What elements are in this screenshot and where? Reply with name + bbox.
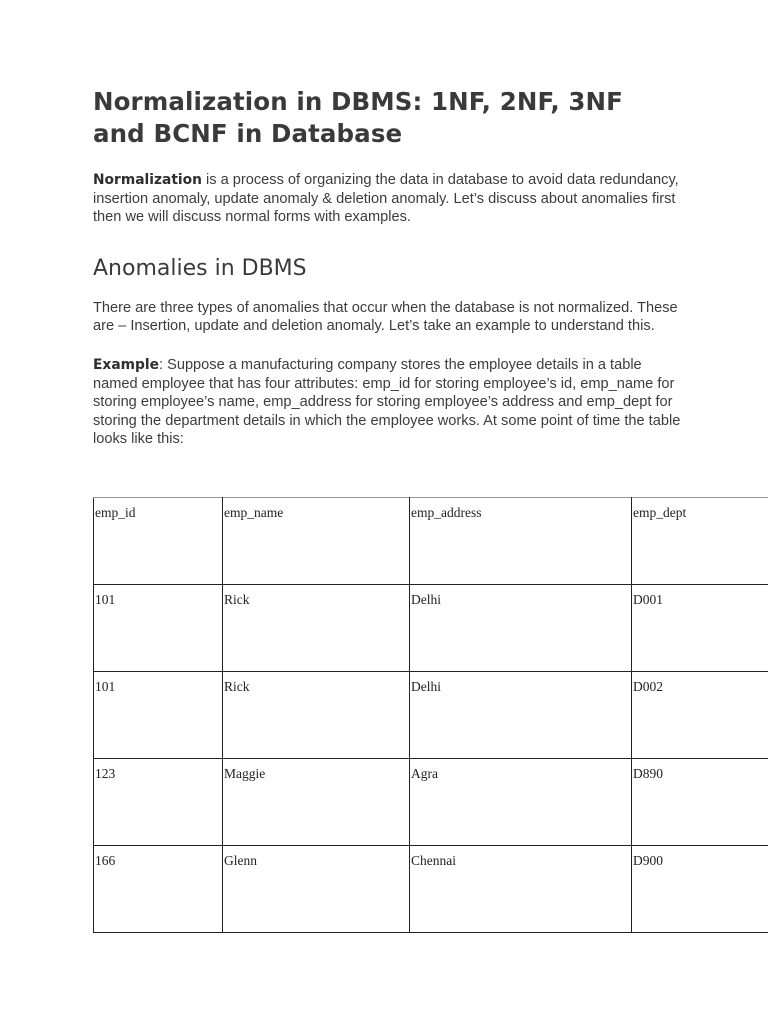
example-text: : Suppose a manufacturing company stores the employee details in a table named employee that has four attributes: emp_id for storing employee’s id, emp_name for storing employee’s name, emp_address for storing employee’s address and emp_dept for storing the department details in which the employee works. At some point of time the table looks like this: <box>93 356 681 448</box>
intro-paragraph <box>93 171 683 227</box>
header-cell: emp_name <box>223 498 410 585</box>
intro-bold-term: Normalization <box>93 172 202 188</box>
table-row <box>94 759 768 846</box>
table-cell: Delhi <box>410 585 632 672</box>
table-row <box>94 846 768 933</box>
table-row <box>94 672 768 759</box>
table-cell: Agra <box>410 759 632 846</box>
example-bold-term: Example <box>93 356 159 373</box>
intro-text: is a process of organizing the data in database to avoid data redundancy, insertion anomaly, update anomaly & deletion anomaly. Let’s discuss about anomalies first then we will discuss normal forms with examples. <box>93 172 679 226</box>
page-title: Normalization in DBMS: 1NF, 2NF, 3NF and BCNF in Database <box>93 87 623 148</box>
article-body <box>93 86 683 449</box>
table-cell: Glenn <box>223 846 410 933</box>
anomalies-paragraph: There are three types of anomalies that occur when the database is not normalized. These are – Insertion, update and deletion anomaly. Let’s take an example to understand this. <box>93 299 678 335</box>
header-cell: emp_id <box>94 498 223 585</box>
table-cell: Delhi <box>410 672 632 759</box>
table-cell: 101 <box>94 585 223 672</box>
table-cell: D890 <box>632 759 768 846</box>
table-cell: D900 <box>632 846 768 933</box>
table-cell: 166 <box>94 846 223 933</box>
section-heading: Anomalies in DBMS <box>93 255 307 281</box>
header-cell: emp_dept <box>632 498 768 585</box>
table-cell: Rick <box>223 585 410 672</box>
table-cell: 123 <box>94 759 223 846</box>
table-row <box>94 585 768 672</box>
table-cell: Rick <box>223 672 410 759</box>
table-cell: Maggie <box>223 759 410 846</box>
table-cell: Chennai <box>410 846 632 933</box>
example-paragraph <box>93 356 683 449</box>
header-cell: emp_address <box>410 498 632 585</box>
table-cell: D002 <box>632 672 768 759</box>
table-cell: D001 <box>632 585 768 672</box>
employee-table <box>93 497 768 933</box>
table-cell: 101 <box>94 672 223 759</box>
table-header-row <box>94 498 768 585</box>
